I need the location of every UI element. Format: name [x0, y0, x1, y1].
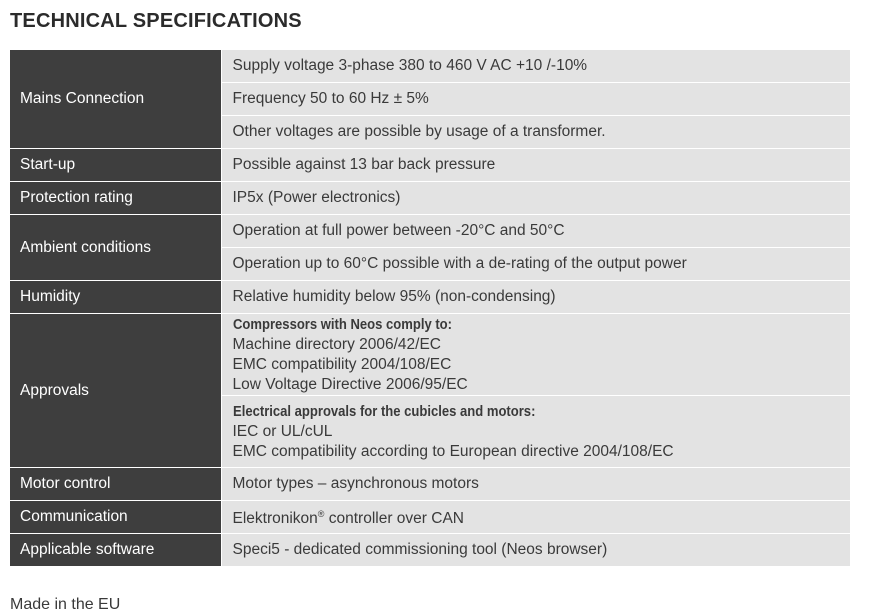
- registered-mark: ®: [317, 509, 325, 520]
- cell-motor-control: Motor types – asynchronous motors: [221, 468, 850, 501]
- cell-ambient-derating: Operation up to 60°C possible with a de-rating of the output power: [221, 248, 850, 281]
- specifications-table: [10, 50, 850, 566]
- cell-applicable-software: Speci5 - dedicated commissioning tool (Neos browser): [221, 534, 850, 567]
- row-label-communication: Communication: [10, 501, 221, 534]
- approvals-compressors-heading: Compressors with Neos comply to:: [232, 316, 452, 333]
- cell-humidity: Relative humidity below 95% (non-condensing): [221, 281, 850, 314]
- table-row: [10, 501, 850, 534]
- cell-ambient-full-power: Operation at full power between -20°C and 50°C: [221, 215, 850, 248]
- footer-note: Made in the EU: [10, 596, 121, 613]
- cell-approvals-compressors: [221, 314, 850, 396]
- row-label-motor-control: Motor control: [10, 468, 221, 501]
- cell-other-voltages: Other voltages are possible by usage of a transformer.: [221, 116, 850, 149]
- cell-approvals-electrical: [221, 396, 850, 468]
- table-row: [10, 281, 850, 314]
- approvals-line: Low Voltage Directive 2006/95/EC: [232, 375, 468, 393]
- approvals-line: Machine directory 2006/42/EC: [232, 335, 442, 353]
- row-label-approvals: Approvals: [10, 314, 221, 468]
- table-row: [10, 182, 850, 215]
- cell-communication: [221, 501, 850, 534]
- page-title: TECHNICAL SPECIFICATIONS: [10, 10, 302, 32]
- cell-supply-voltage: Supply voltage 3-phase 380 to 460 V AC +10 /-10%: [221, 50, 850, 83]
- cell-start-up: Possible against 13 bar back pressure: [221, 149, 850, 182]
- approvals-line: IEC or UL/cUL: [232, 422, 333, 440]
- cell-frequency: Frequency 50 to 60 Hz ± 5%: [221, 83, 850, 116]
- approvals-line: EMC compatibility according to European directive 2004/108/EC: [232, 442, 674, 460]
- table-row: [10, 534, 850, 567]
- table-row: [10, 314, 850, 396]
- approvals-electrical-heading: Electrical approvals for the cubicles and motors:: [232, 403, 535, 420]
- row-label-protection-rating: Protection rating: [10, 182, 221, 215]
- row-label-ambient-conditions: Ambient conditions: [10, 215, 221, 281]
- communication-rest: controller over CAN: [324, 510, 464, 528]
- cell-protection-rating: IP5x (Power electronics): [221, 182, 850, 215]
- row-label-start-up: Start-up: [10, 149, 221, 182]
- table-row: [10, 50, 850, 83]
- table-row: [10, 468, 850, 501]
- row-label-humidity: Humidity: [10, 281, 221, 314]
- table-row: [10, 149, 850, 182]
- table-row: [10, 215, 850, 248]
- row-label-applicable-software: Applicable software: [10, 534, 221, 567]
- communication-brand: Elektronikon: [232, 510, 318, 528]
- approvals-line: EMC compatibility 2004/108/EC: [232, 355, 452, 373]
- row-label-mains-connection: Mains Connection: [10, 50, 221, 149]
